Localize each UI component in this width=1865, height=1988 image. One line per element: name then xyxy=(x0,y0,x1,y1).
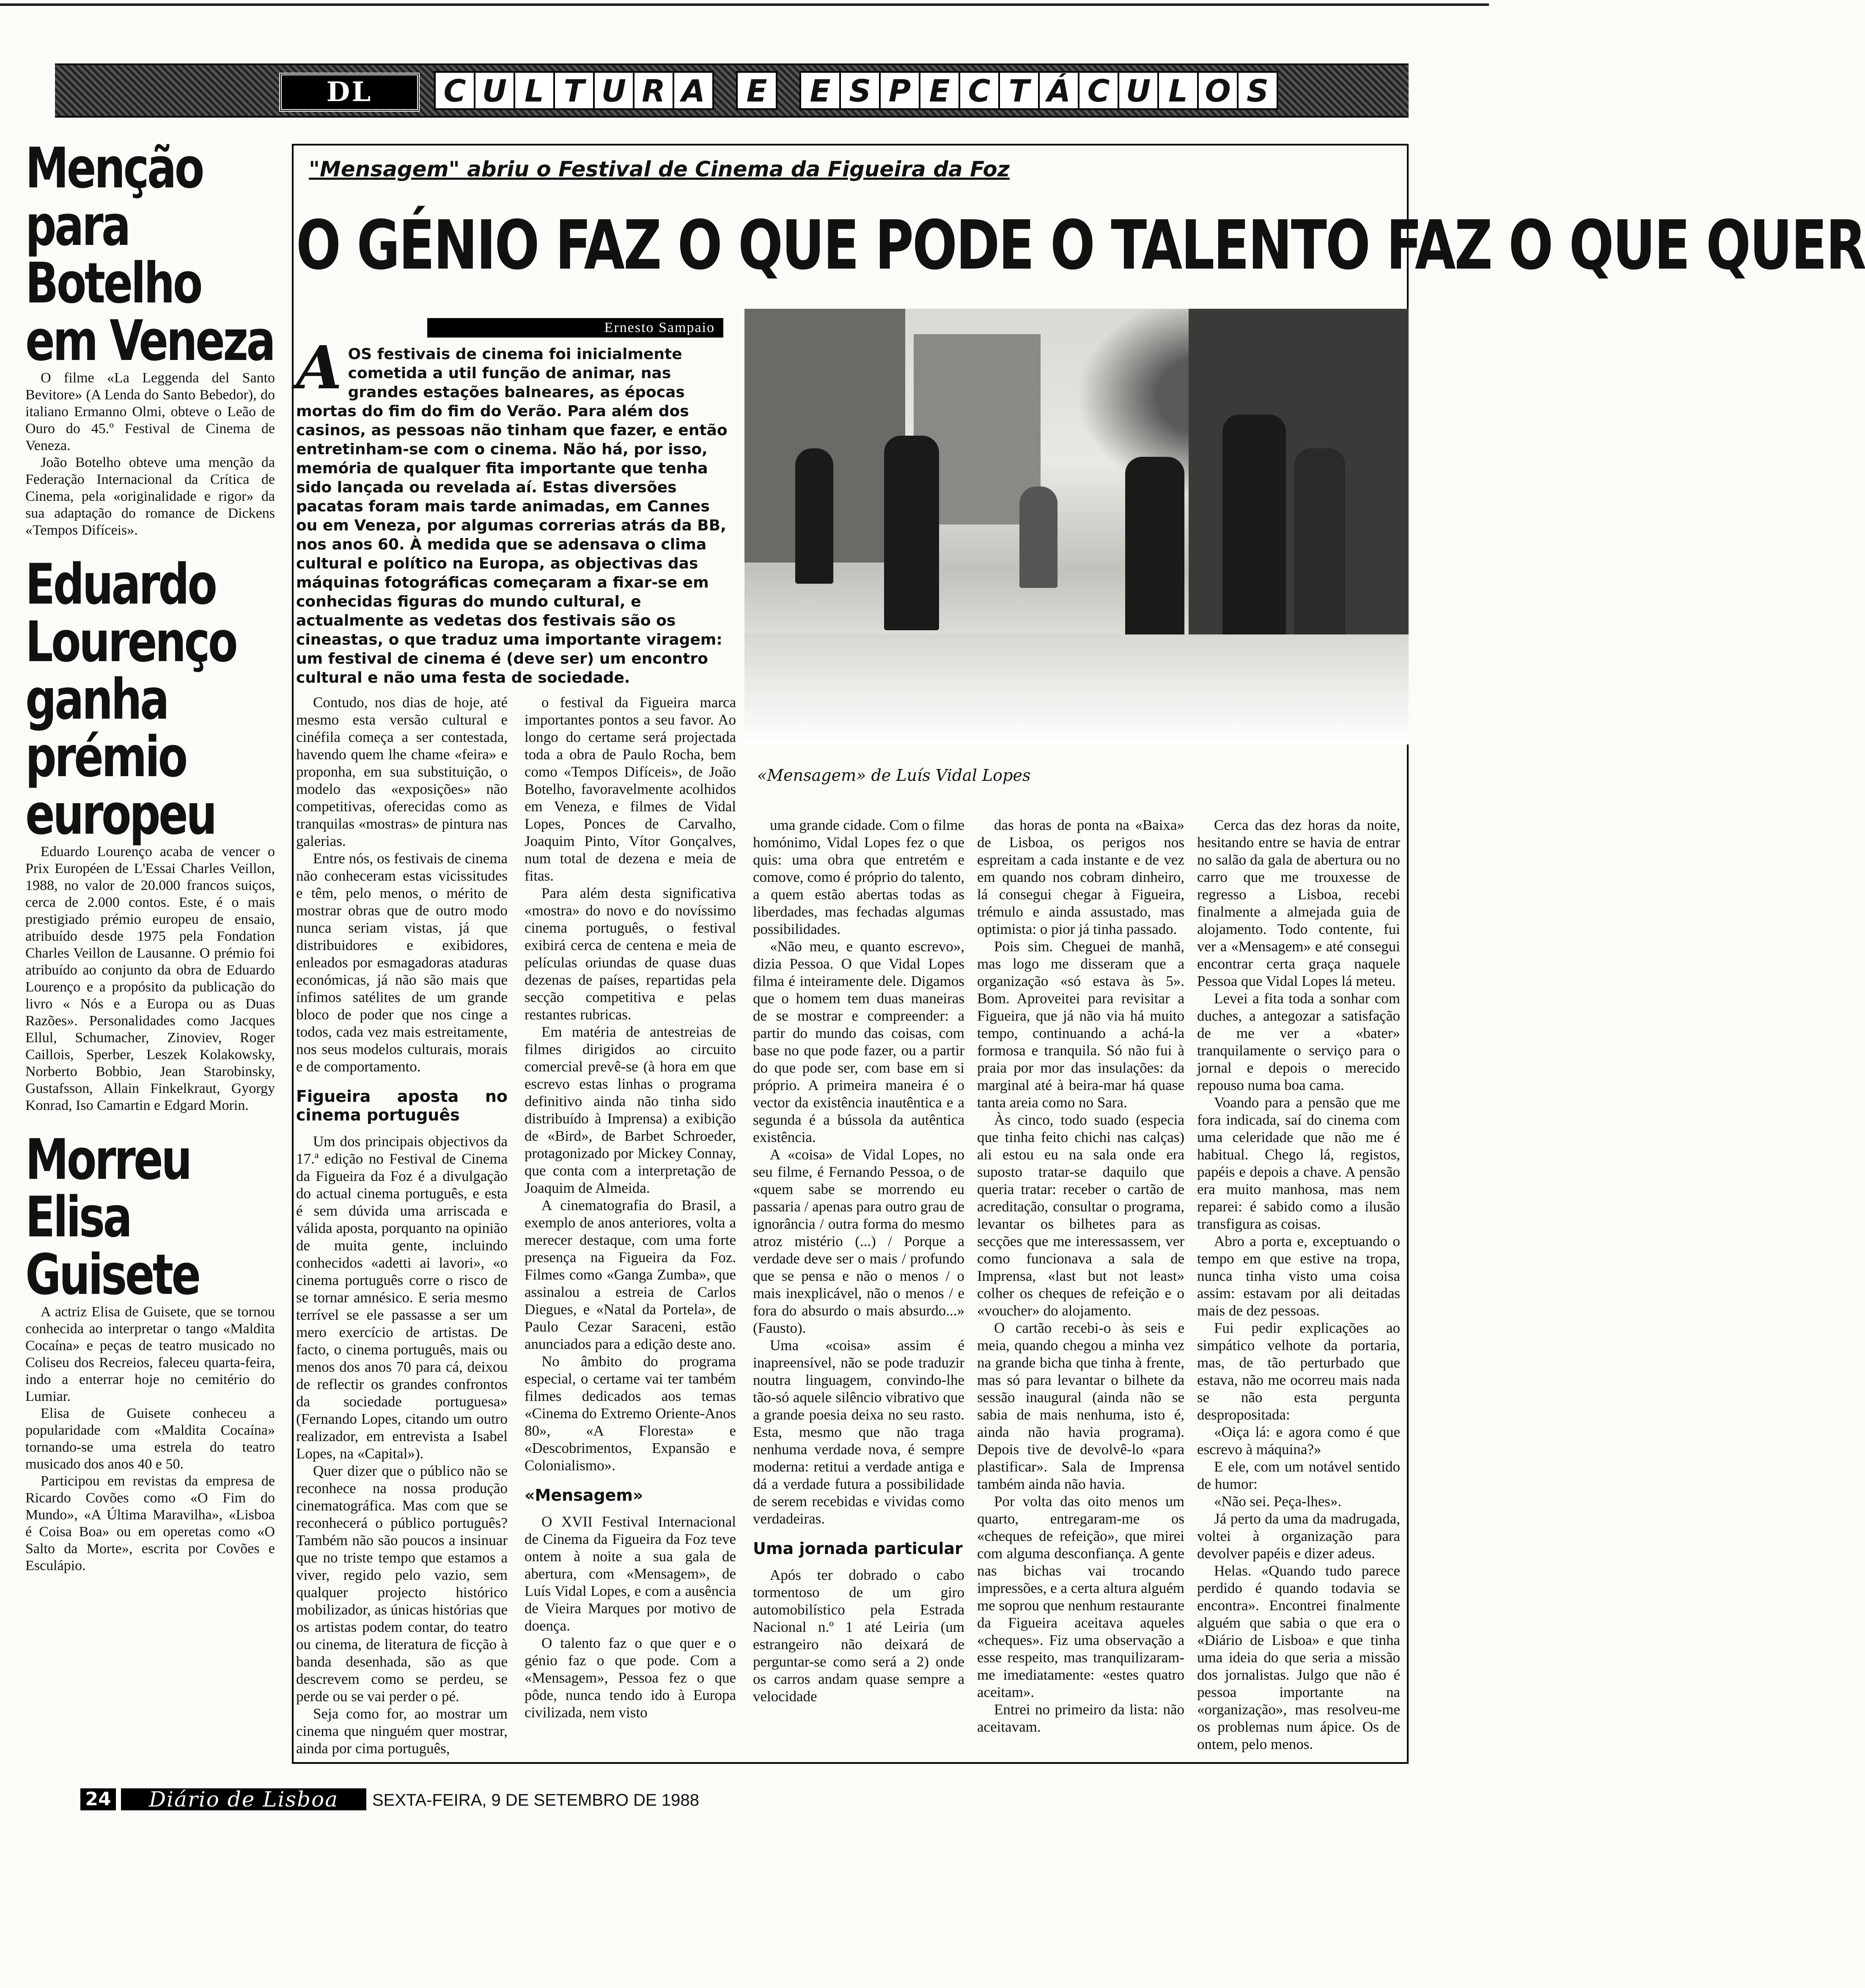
paragraph: Helas. «Quando tudo parece perdido é quando todavia se encontra». Encontrei finalmente alguém que sabia o que era o «Diário de Lisboa» e que tinha uma ideia do que seria a missão dos jornalistas. Julgo que não é pessoa importante na «organização», mas resolveu-me os problemas num ápice. Os de ontem, pelo menos. xyxy=(1197,1562,1400,1752)
story-headline: Menção para Botelho em Veneza xyxy=(25,136,274,373)
section-letter: P xyxy=(879,71,920,110)
section-letter: C xyxy=(434,71,475,110)
paragraph: A «coisa» de Vidal Lopes, no seu filme, é Fernando Pessoa, o de «quem sabe se morrendo eu passaria / apenas para outro grau de ignorância / outra forma do mesmo atroz mistério (...) / Porque a verdade deve ser o mais / profundo que se pensa e não o menos / o mais inexplicável, não o menos / e fora do absurdo o mais absurdo...» (Fausto). xyxy=(753,1146,964,1336)
kicker-text: abriu o Festival de Cinema da Figueira da Foz xyxy=(459,157,1010,181)
story-body xyxy=(25,843,275,1114)
story-headline: Eduardo Lourenço ganha prémio europeu xyxy=(25,552,236,847)
paragraph: «Oiça lá: e agora como é que escrevo à máquina?» xyxy=(1197,1424,1400,1458)
paragraph: das horas de ponta na «Baixa» de Lisboa, os perigos nos espreitam a cada instante e de vez em quando nos cobram dinheiro, lá consegui chegar à Figueira, trémulo e ainda assustado, mas optimista: o pior já tinha passado. xyxy=(977,817,1184,937)
paragraph: «Não sei. Peça-lhes». xyxy=(1214,1493,1342,1510)
section-letter xyxy=(776,71,801,107)
section-letter: S xyxy=(1237,71,1278,110)
paragraph: Após ter dobrado o cabo tormentoso de um giro automobilístico pela Estrada Nacional n.º 1 até Leiria (um estrangeiro não deixará de perguntar-se como será a 2) onde os carros andam quase sempre a velocidade xyxy=(753,1567,964,1705)
section-letter: E xyxy=(736,71,777,110)
paragraph: Uma «coisa» assim é inapreensível, não se pode traduzir noutra linguagem, convindo-lhe tão-só aquele silêncio vibrativo que a grande poesia deixa no seu rasto. Esta, mesmo que não traga nenhuma verdade nova, é sempre moderna: retitui a verdade antiga e dá a verdade futura a possibilidade de serem recebidas e vividas como verdadeiras. xyxy=(753,1337,964,1527)
article-headline: O GÉNIO FAZ O QUE PODE O TALENTO FAZ O QUE QUER xyxy=(296,206,1865,285)
section-letter: R xyxy=(633,71,674,110)
article-kicker xyxy=(309,157,1010,182)
section-letter: E xyxy=(799,71,841,110)
article-column-1 xyxy=(296,694,508,1757)
section-letter: T xyxy=(553,71,595,110)
subheading: Figueira aposta no cinema português xyxy=(296,1087,508,1124)
section-letter: S xyxy=(839,71,881,110)
story-body xyxy=(25,370,275,539)
page-number: 24 xyxy=(80,1788,116,1810)
paragraph: Voando para a pensão que me fora indicada, saí do cinema com uma celeridade que não me é habitual. Chego lá, registos, papéis e depois a chave. A pensão era muito manhosa, mas nem reparei: é sabido como a ilusão transfigura as coisas. xyxy=(1197,1094,1400,1232)
paragraph: Contudo, nos dias de hoje, até mesmo esta versão cultural e cinéfila começa a ser contestada, havendo quem lhe chame «feira» e proponha, em sua substituição, o modelo das «exposições» não competitivas, oferecidas como as tranquilas «mostras» de pintura nas galerias. xyxy=(296,694,508,849)
section-letter xyxy=(712,71,738,107)
paragraph: Entre nós, os festivais de cinema não conheceram estas vicissitudes e têm, pelo menos, o mérito de mostrar obras que de outro modo nunca seriam vistas, já que distribuidores e exibidores, enleados por esmagadoras ataduras económicas, já não são mais que ínfimos satélites de um grande bloco de poder que nos cinge a todos, cada vez mais estreitamente, nos seus modelos culturais, morais e de comportamento. xyxy=(296,850,508,1075)
article-column-3 xyxy=(753,816,964,1705)
lead-text: OS festivais de cinema foi inicialmente cometida a util função de animar, nas grandes estações balneares, as épocas mortas do fim do fim do Verão. Para além dos casinos, as pessoas não tinham que fazer, e então entretinham-se com o cinema. Não há, por isso, memória de qualquer fita importante que tenha sido lançada ou revelada aí. Estas diversões pacatas foram mais tarde animadas, em Cannes ou em Veneza, por algumas correrias atrás da BB, nos anos 60. À medida que se adensava o clima cultural e político na Europa, as objectivas das máquinas fotográficas começaram a fixar-se em conhecidas figuras do mundo cultural, e actualmente as vedetas dos festivais são os cineastas, o que traduz uma importante viragem: um festival de cinema é (deve ser) um encontro cultural e não uma festa de sociedade. xyxy=(296,346,728,686)
article-column-4 xyxy=(977,816,1184,1735)
paragraph: Eduardo Lourenço acaba de vencer o Prix Européen de L'Essai Charles Veillon, 1988, no valor de 20.000 francos suiços, cerca de 2.000 contos. Este, é o mais prestigiado prémio europeu de ensaio, atribuído desde 1975 pela Fondation Charles Veillon de Lausanne. O prémio foi atribuído ao conjunto da obra de Eduardo Lourenço e a propósito da publicação do livro « Nós e a Europa ou as Duas Razões». Personalidades como Jacques Ellul, Schumacher, Zinoviev, Roger Caillois, Sperber, Leszek Kolakowsky, Norberto Bobbio, Jean Starobinsky, Gustafsson, Allain Finkelkraut, Gyorgy Konrad, Iso Camartin e Edgard Morin. xyxy=(25,844,275,1113)
section-letter: T xyxy=(998,71,1040,110)
paragraph: O XVII Festival Internacional de Cinema da Figueira da Foz teve ontem à noite a sua gala de abertura, com «Mensagem», de Luís Vidal Lopes, e com a ausência de Vieira Marques por motivo de doença. xyxy=(525,1513,736,1634)
section-letter: C xyxy=(1078,71,1119,110)
paragraph: uma grande cidade. Com o filme homónimo, Vidal Lopes fez o que quis: uma obra que entretém e comove, como é próprio do talento, a quem estão abertas todas as liberdades, mas fechadas algumas possibilidades. xyxy=(753,817,964,937)
newspaper-name: Diário de Lisboa xyxy=(121,1788,366,1810)
subheading: «Mensagem» xyxy=(525,1486,643,1505)
paragraph: Em matéria de antestreias de filmes dirigidos ao circuito comercial prevê-se (à hora em que escrevo estas linhas o programa definitivo ainda não tinha sido distribuído à Imprensa) a exibição de «Bird», de Barbet Schroeder, protagonizado por Mickey Connay, que conta com a interpretação de Joaquim de Almeida. xyxy=(525,1024,736,1196)
section-letter: U xyxy=(593,71,634,110)
paragraph: Pois sim. Cheguei de manhã, mas logo me disseram que a organização «só estava às 5». Bom. Aproveitei para revisitar a Figueira, que já não via há muito tempo, continuando a achá-la formosa e tranquila. Só não fui à praia por mor das insulações: da marginal até à beira-mar há quase tanta areia como no Sara. xyxy=(977,938,1184,1111)
paragraph: Por volta das oito menos um quarto, entregaram-me os «cheques de refeição», que mirei com alguma desconfiança. A gente nas bichas vai trocando impressões, e a certa altura alguém me soprou que nenhum restaurante da Figueira aceitava aqueles «cheques». Fiz uma observação a esse respeito, mas tranquilizaram-me imediatamente: «estes quatro aceitam». xyxy=(977,1493,1184,1700)
newspaper-logo: DL xyxy=(279,73,420,112)
section-letter: E xyxy=(919,71,960,110)
drop-cap: A xyxy=(296,333,342,403)
paragraph: O filme «La Leggenda del Santo Bevitore» (A Lenda do Santo Bebedor), do italiano Ermanno Olmi, obteve o Leão de Ouro do 45.º Festival de Cinema de Veneza. xyxy=(25,370,275,453)
paragraph: Elisa de Guisete conheceu a popularidade com «Maldita Cocaína» tornando-se uma estrela do teatro musicado dos anos 40 e 50. xyxy=(25,1406,275,1472)
paragraph: o festival da Figueira marca importantes pontos a seu favor. Ao longo do certame será projectada toda a obra de Paulo Rocha, bem como «Tempos Difíceis», de João Botelho, favoravelmente acolhidos em Veneza, e filmes de Vidal Lopes, Ponces de Carvalho, Joaquim Pinto, Vítor Gonçalves, num total de dezena e meia de fitas. xyxy=(525,694,736,884)
paragraph: Abro a porta e, exceptuando o tempo em que estive na tropa, nunca tinha visto uma coisa assim: estavam por ali deitadas mais de dez pessoas. xyxy=(1197,1233,1400,1319)
section-letter: U xyxy=(1118,71,1159,110)
paragraph: Para além desta significativa «mostra» do novo e do novíssimo cinema português, o festival exibirá cerca de centena e meia de películas oriundas de quase duas dezenas de países, repartidas pela secção competitiva e pelas restantes rubricas. xyxy=(525,885,736,1023)
byline: Ernesto Sampaio xyxy=(427,318,723,338)
paragraph: No âmbito do programa especial, o certame vai ter também filmes dedicados aos temas «Cinema do Extremo Oriente-Anos 80», «A Floresta» e «Descobrimentos, Expansão e Colonialismo». xyxy=(525,1353,736,1474)
issue-date: SEXTA-FEIRA, 9 DE SETEMBRO DE 1988 xyxy=(372,1791,699,1810)
film-still-photo xyxy=(744,309,1409,744)
article-column-2 xyxy=(525,694,736,1721)
paragraph: Fui pedir explicações ao simpático velhote da portaria, mas, de tão perturbado que estava, não me ocorreu mais nada se não esta pergunta despropositada: xyxy=(1197,1320,1400,1423)
article-lead xyxy=(296,333,728,687)
paragraph: Às cinco, todo suado (especia que tinha feito chichi nas calças) ali estou eu na sala onde era suposto tratar-se daquilo que queria tratar: receber o cartão de acreditação, consultar o programa, levantar os bilhetes para as secções que me interessassem, ver como funcionava a sala de Imprensa, «last but not least» colher os cheques de refeição e o «voucher» do alojamento. xyxy=(977,1112,1184,1319)
paragraph: Um dos principais objectivos da 17.ª edição no Festival de Cinema da Figueira da Foz é a divulgação do actual cinema português, e esta é sem dúvida uma arriscada e válida aposta, porquanto na opinião de muita gente, incluindo conhecidos «adetti ai lavori», «o cinema português corre o risco de se tornar amnésico. E seria mesmo terrível se ele passasse a ser um mero exercício de artistas. De facto, o cinema português, mais ou menos dos anos 70 para cá, deixou de reflectir os grandes confrontos da sociedade portuguesa» (Fernando Lopes, citando um outro realizador, em entrevista a Isabel Lopes, na «Capital»). xyxy=(296,1133,508,1462)
paragraph: Levei a fita toda a sonhar com duches, a antegozar a satisfação de me ver a «bater» tranquilamente o serviço para o jornal e depois o merecido repouso numa boa cama. xyxy=(1197,990,1400,1093)
paragraph: Quer dizer que o público não se reconhece na nossa produção cinematográfica. Mas com que se reconhecerá o público português? Também não são poucos a insinuar que no triste tempo que estamos a viver, regido pelo vazio, sem qualquer projecto histórico mobilizador, as únicas histórias que os artistas podem contar, do teatro ou cinema, de literatura de ficção à banda desenhada, são as que descrevem como se perdeu, se perde ou se vai perder o pé. xyxy=(296,1463,508,1705)
article-column-5 xyxy=(1197,816,1400,1753)
section-letter: L xyxy=(514,71,555,110)
story-body xyxy=(25,1304,275,1574)
photo-caption: «Mensagem» de Luís Vidal Lopes xyxy=(757,766,1031,785)
left-column xyxy=(25,136,275,1574)
section-letter: O xyxy=(1197,71,1239,110)
top-rule xyxy=(0,3,1489,6)
section-letter: C xyxy=(959,71,1000,110)
paragraph: O cartão recebi-o às seis e meia, quando chegou a minha vez na grande bicha que tinha à frente, mas só para levantar o bilhete da sessão inaugural (ainda não se sabia de mais nenhuma, isto é, ainda não havia programa). Depois tive de devolvê-lo «para plastificar». Sala de Imprensa também ainda não havia. xyxy=(977,1320,1184,1492)
paragraph: A cinematografia do Brasil, a exemplo de anos anteriores, volta a merecer destaque, com uma forte presença na Figueira da Foz. Filmes como «Ganga Zumba», que assinalou a estreia de Carlos Diegues, e «Natal da Portela», de Paulo Cezar Saraceni, estão anunciados para a edição deste ano. xyxy=(525,1197,736,1352)
paragraph: Participou em revistas da empresa de Ricardo Covões como «O Fim do Mundo», «A Última Maravilha», «Lisboa é Coisa Boa» ou em operetas como «O Salto da Morte», escrita por Covões e Esculápio. xyxy=(25,1473,275,1573)
section-letter: Á xyxy=(1038,71,1079,110)
story-headline: Morreu Elisa Guisete xyxy=(25,1127,199,1307)
section-header xyxy=(55,63,1409,118)
paragraph: O talento faz o que quer e o génio faz o que pode. Com a «Mensagem», Pessoa fez o que pôde, nunca tendo ido à Europa civilizada, nem visto xyxy=(525,1635,736,1721)
section-letter: L xyxy=(1157,71,1199,110)
paragraph: Já perto da uma da madrugada, voltei à organização para devolver papéis e dizer adeus. xyxy=(1197,1510,1400,1562)
paragraph: E ele, com um notável sentido de humor: xyxy=(1197,1458,1400,1492)
section-letter: A xyxy=(673,71,714,110)
kicker-quote: "Mensagem" xyxy=(309,157,460,181)
paragraph: Entrei no primeiro da lista: não aceitavam. xyxy=(977,1701,1184,1735)
paragraph: A actriz Elisa de Guisete, que se tornou conhecida ao interpretar o tango «Maldita Cocaína» e peças de teatro musicado no Coliseu dos Recreios, faleceu quarta-feira, indo a enterrar hoje no cemitério do Lumiar. xyxy=(25,1304,275,1404)
subheading: Uma jornada particular xyxy=(753,1539,963,1558)
section-letter: U xyxy=(474,71,515,110)
paragraph: Cerca das dez horas da noite, hesitando entre se havia de entrar no salão da gala de abertura ou no carro que me trouxesse de regresso a Lisboa, recebi finalmente a almejada guia de alojamento. Todo contente, fui ver a «Mensagem» e até consegui encontrar certa graça naquele Pessoa que Vidal Lopes lá meteu. xyxy=(1197,817,1400,989)
paragraph: «Não meu, e quanto escrevo», dizia Pessoa. O que Vidal Lopes filma é inteiramente dele. Digamos que o homem tem duas maneiras de se mostrar e compreender: a partir do mundo das coisas, com base no que pode fazer, ou a partir do que pode ser, com base em si próprio. A primeira maneira é o vector da existência inautêntica e a segunda é a bússola da autêntica existência. xyxy=(753,938,964,1145)
paragraph: Seja como for, ao mostrar um cinema que ninguém quer mostrar, ainda por cima português, xyxy=(296,1705,508,1757)
section-title xyxy=(436,71,1278,110)
paragraph: João Botelho obteve uma menção da Federação Internacional da Crítica de Cinema, pela «originalidade e rigor» da sua adaptação do romance de Dickens «Tempos Difíceis». xyxy=(25,455,275,538)
